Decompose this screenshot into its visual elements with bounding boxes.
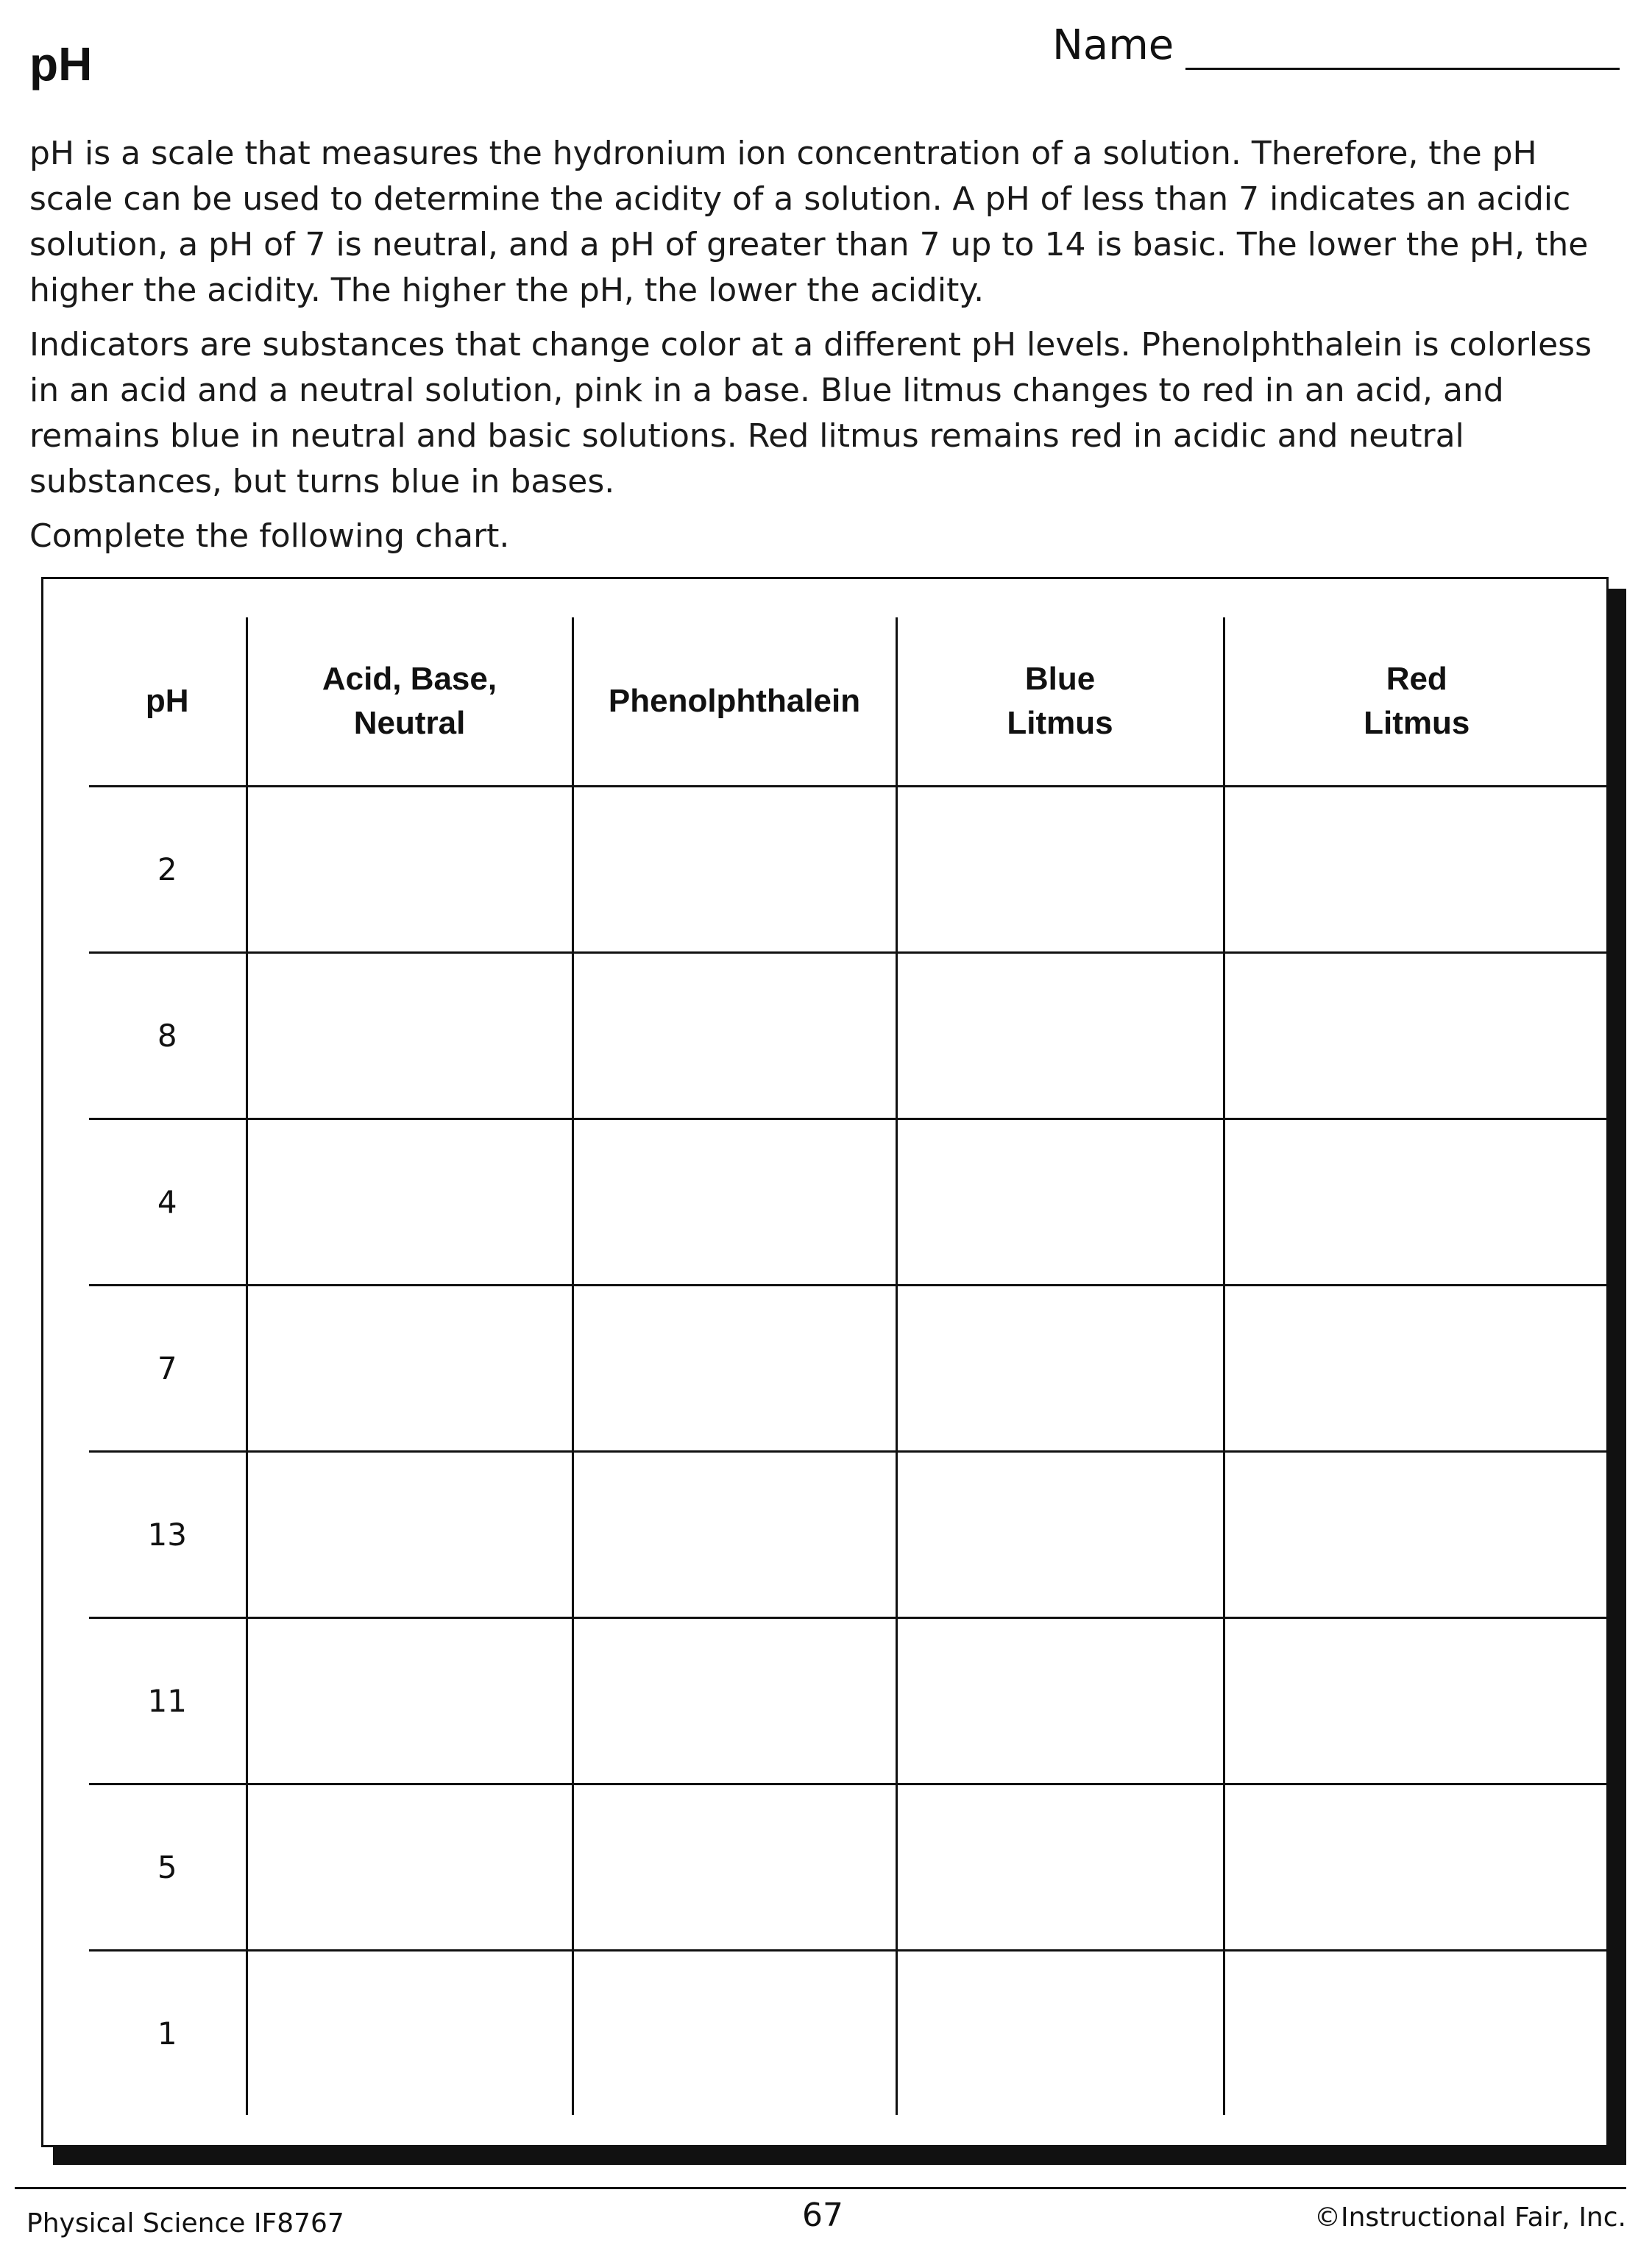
ph-chart-box bbox=[41, 577, 1609, 2147]
blue-litmus-cell[interactable] bbox=[896, 1784, 1224, 1951]
red-litmus-cell[interactable] bbox=[1224, 1784, 1609, 1951]
table-row bbox=[89, 1784, 1609, 1951]
acid-base-cell[interactable] bbox=[247, 1951, 572, 2116]
phenolphthalein-cell[interactable] bbox=[572, 953, 896, 1119]
ph-value-cell: 5 bbox=[89, 1784, 247, 1951]
ph-value-cell: 11 bbox=[89, 1618, 247, 1784]
acid-base-cell[interactable] bbox=[247, 1286, 572, 1452]
phenolphthalein-cell[interactable] bbox=[572, 1286, 896, 1452]
footer-page-number: 67 bbox=[802, 2197, 843, 2234]
red-litmus-cell[interactable] bbox=[1224, 1119, 1609, 1286]
name-label: Name bbox=[1052, 21, 1174, 69]
header-ph: pH bbox=[89, 617, 247, 787]
phenolphthalein-cell[interactable] bbox=[572, 1951, 896, 2116]
red-litmus-cell[interactable] bbox=[1224, 1452, 1609, 1618]
page-title: pH bbox=[29, 38, 93, 91]
red-litmus-cell[interactable] bbox=[1224, 1951, 1609, 2116]
acid-base-cell[interactable] bbox=[247, 1119, 572, 1286]
acid-base-cell[interactable] bbox=[247, 1452, 572, 1618]
acid-base-cell[interactable] bbox=[247, 1618, 572, 1784]
ph-value-cell: 13 bbox=[89, 1452, 247, 1618]
acid-base-cell[interactable] bbox=[247, 787, 572, 953]
header-acid-base-neutral: Acid, Base, Neutral bbox=[247, 617, 572, 787]
blue-litmus-cell[interactable] bbox=[896, 1618, 1224, 1784]
phenolphthalein-cell[interactable] bbox=[572, 1618, 896, 1784]
red-litmus-cell[interactable] bbox=[1224, 787, 1609, 953]
table-row bbox=[89, 1618, 1609, 1784]
name-field bbox=[1052, 21, 1620, 70]
intro-instruction: Complete the following chart. bbox=[29, 517, 510, 555]
table-row bbox=[89, 953, 1609, 1119]
phenolphthalein-cell[interactable] bbox=[572, 1784, 896, 1951]
page-footer bbox=[15, 2187, 1626, 2238]
acid-base-cell[interactable] bbox=[247, 1784, 572, 1951]
intro-paragraph-indicators: Indicators are substances that change color at a different pH levels. Phenolphthalein is colorless in an acid and a neutral solution, pink in a base. Blue litmus changes to red in an acid, and remains blue in neutral and basic solutions. Red litmus remains red in acidic and neutral substances, but turns blue in bases. bbox=[29, 326, 1592, 500]
blue-litmus-cell[interactable] bbox=[896, 787, 1224, 953]
ph-value-cell: 2 bbox=[89, 787, 247, 953]
blue-litmus-cell[interactable] bbox=[896, 1951, 1224, 2116]
ph-value-cell: 4 bbox=[89, 1119, 247, 1286]
blue-litmus-cell[interactable] bbox=[896, 1452, 1224, 1618]
ph-value-cell: 7 bbox=[89, 1286, 247, 1452]
footer-copyright: ©Instructional Fair, Inc. bbox=[1314, 2202, 1626, 2233]
intro-text bbox=[29, 131, 1626, 568]
blue-litmus-cell[interactable] bbox=[896, 1286, 1224, 1452]
red-litmus-cell[interactable] bbox=[1224, 1286, 1609, 1452]
phenolphthalein-cell[interactable] bbox=[572, 1452, 896, 1618]
blue-litmus-cell[interactable] bbox=[896, 953, 1224, 1119]
ph-value-cell: 1 bbox=[89, 1951, 247, 2116]
header-blue-litmus: Blue Litmus bbox=[896, 617, 1224, 787]
table-header-row bbox=[89, 617, 1609, 787]
header-phenolphthalein: Phenolphthalein bbox=[572, 617, 896, 787]
red-litmus-cell[interactable] bbox=[1224, 953, 1609, 1119]
acid-base-cell[interactable] bbox=[247, 953, 572, 1119]
header-red-litmus: Red Litmus bbox=[1224, 617, 1609, 787]
phenolphthalein-cell[interactable] bbox=[572, 787, 896, 953]
name-blank-line[interactable] bbox=[1185, 29, 1620, 70]
red-litmus-cell[interactable] bbox=[1224, 1618, 1609, 1784]
blue-litmus-cell[interactable] bbox=[896, 1119, 1224, 1286]
table-row bbox=[89, 1119, 1609, 1286]
table-row bbox=[89, 787, 1609, 953]
ph-chart-table bbox=[89, 617, 1609, 2115]
table-row bbox=[89, 1286, 1609, 1452]
phenolphthalein-cell[interactable] bbox=[572, 1119, 896, 1286]
table-row bbox=[89, 1951, 1609, 2116]
intro-paragraph-ph-scale: pH is a scale that measures the hydronium ion concentration of a solution. Therefore, the pH scale can be used to determine the acidity of a solution. A pH of less than 7 indicates an acidic solution, a pH of 7 is neutral, and a pH of greater than 7 up to 14 is basic. The lower the pH, the higher the acidity. The higher the pH, the lower the acidity. bbox=[29, 135, 1589, 309]
table-row bbox=[89, 1452, 1609, 1618]
ph-value-cell: 8 bbox=[89, 953, 247, 1119]
footer-book-title: Physical Science IF8767 bbox=[26, 2208, 344, 2238]
